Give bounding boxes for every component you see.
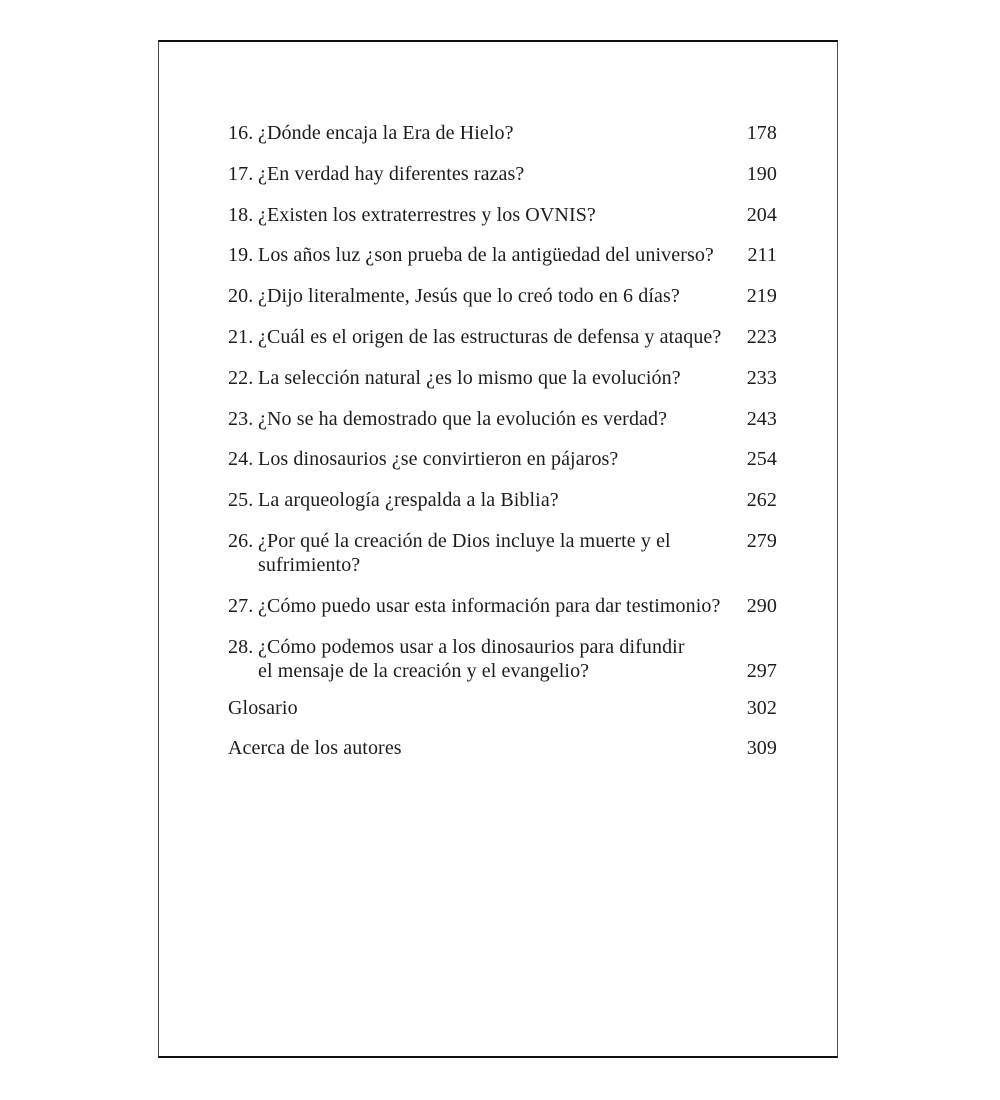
toc-entry-page: 178: [746, 122, 777, 144]
toc-entry: [228, 529, 777, 577]
toc-entry-title: ¿Por qué la creación de Dios incluye la muerte y el sufrimiento?: [258, 529, 671, 576]
toc-entry-title: ¿Dónde encaja la Era de Hielo?: [258, 122, 514, 144]
toc-entry-title: ¿Cómo puedo usar esta información para dar testimonio?: [258, 594, 721, 617]
toc-entry-glosario: [228, 696, 777, 720]
toc-entry-title: ¿Dijo literalmente, Jesús que lo creó todo en 6 días?: [258, 285, 680, 308]
toc-entry-title: ¿Cuál es el origen de las estructuras de defensa y ataque?: [258, 325, 722, 348]
toc-entry-title: ¿Existen los extraterrestres y los OVNIS?: [258, 203, 596, 226]
toc-entry-title: ¿En verdad hay diferentes razas?: [258, 162, 525, 185]
toc-entry-number: 27.: [228, 594, 254, 617]
toc-entry: [228, 447, 777, 471]
toc-entry-page: 219: [746, 285, 777, 308]
toc-entry-title-line1: ¿Cómo podemos usar a los dinosaurios para difundir: [258, 635, 685, 658]
toc-entry-title: Acerca de los autores: [228, 737, 402, 760]
toc-entry-page: 302: [746, 696, 777, 719]
toc-entry-page: 243: [746, 407, 777, 430]
toc-entry-number: 18.: [228, 203, 254, 226]
toc-entry-number: 20.: [228, 285, 254, 308]
toc-entry-page: 290: [746, 594, 777, 617]
toc-entry-page: 279: [746, 529, 777, 552]
toc-entry-title: La arqueología ¿respalda a la Biblia?: [258, 489, 559, 512]
toc-entry-number: 16.: [228, 122, 254, 144]
toc-entry-title: La selección natural ¿es lo mismo que la evolución?: [258, 366, 681, 389]
toc-entry: [228, 488, 777, 512]
toc-entry: [228, 121, 777, 145]
toc-entry-title: Los años luz ¿son prueba de la antigüedad del universo?: [258, 244, 714, 267]
toc-entry: [228, 203, 777, 227]
book-page: [158, 40, 838, 1058]
toc-entry: [228, 162, 777, 186]
toc-entry: [228, 594, 777, 618]
toc-entry-page: 297: [746, 659, 777, 682]
toc-entry-page: 233: [746, 366, 777, 389]
toc-entry-title: Glosario: [228, 696, 298, 719]
toc-entry-page: 211: [747, 244, 777, 267]
toc-entry: [228, 407, 777, 431]
toc-entry-number: 28.: [228, 635, 254, 658]
toc-entry-acerca: [228, 736, 777, 760]
toc-entry-page: 254: [746, 448, 777, 471]
toc-entry: [228, 284, 777, 308]
toc-entry: [228, 635, 777, 683]
toc-entry-number: 23.: [228, 407, 254, 430]
toc-entry-page: 309: [746, 737, 777, 760]
toc-entry-title: [258, 635, 739, 683]
toc-entry-title-line2: el mensaje de la creación y el evangelio?: [258, 659, 590, 682]
toc-entry-number: 21.: [228, 325, 254, 348]
toc-entry-number: 25.: [228, 489, 254, 512]
toc-entry-number: 19.: [228, 244, 254, 267]
toc-entry-number: 22.: [228, 366, 254, 389]
toc-entry-page: 262: [746, 489, 777, 512]
toc-entry-page: 190: [746, 162, 777, 185]
toc-entry-page: 223: [746, 325, 777, 348]
toc-entry: [228, 325, 777, 349]
toc-entry-title: Los dinosaurios ¿se convirtieron en pájaros?: [258, 448, 619, 471]
toc-entry-number: 24.: [228, 448, 254, 471]
table-of-contents: [228, 121, 777, 777]
toc-entry: [228, 366, 777, 390]
toc-entry-number: 17.: [228, 162, 254, 185]
toc-entry-number: 26.: [228, 529, 254, 552]
toc-entry: [228, 243, 777, 267]
toc-entry-page: 204: [746, 203, 777, 226]
toc-entry-title: ¿No se ha demostrado que la evolución es verdad?: [258, 407, 668, 430]
